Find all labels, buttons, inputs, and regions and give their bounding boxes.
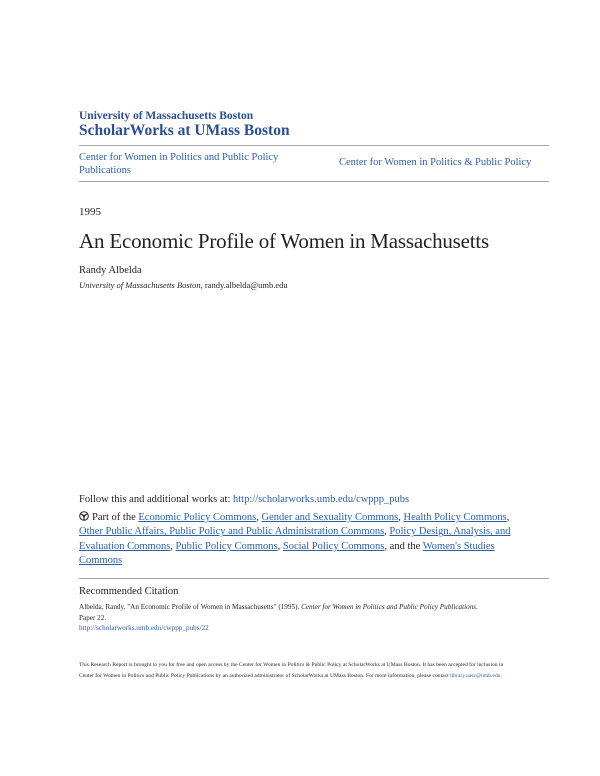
citation-paper: Paper 22.	[79, 613, 107, 622]
footer-notice	[79, 660, 509, 682]
citation-journal: Center for Women in Politics and Public Policy Publications.	[301, 603, 478, 611]
separator: ,	[384, 526, 390, 538]
commons-link-economic-policy[interactable]: Economic Policy Commons	[138, 512, 257, 523]
repository-name[interactable]: ScholarWorks at UMass Boston	[79, 122, 290, 139]
footer-end: .	[500, 673, 502, 679]
follow-line	[79, 494, 409, 505]
follow-url-link[interactable]: http://scholarworks.umb.edu/cwppp_pubs	[233, 494, 410, 505]
commons-link-social-policy[interactable]: Social Policy Commons	[282, 540, 385, 552]
network-icon	[79, 511, 89, 521]
author-affiliation	[79, 280, 288, 290]
citation-url-link[interactable]: http://scholarworks.umb.edu/cwppp_pubs/22	[79, 624, 209, 632]
part-of-commons	[79, 511, 519, 569]
citation-heading: Recommended Citation	[79, 586, 179, 597]
commons-link-womens-studies[interactable]: Women's Studies Commons	[79, 540, 495, 567]
affiliation-institution: University of Massachusetts Boston	[79, 280, 201, 290]
commons-link-health-policy[interactable]: Health Policy Commons	[403, 512, 507, 523]
citation-body	[79, 602, 529, 634]
commons-link-public-policy[interactable]: Public Policy Commons	[175, 540, 278, 552]
footer-text: This Research Report is brought to you for free and open access by the Center for Women in Politics & Public Policy at ScholarWorks at UMass Boston. It has been accepted for inclusion in Center for Women in Politics and Public Policy Publications by an authorized administrator of ScholarWorks at UMass Boston. For more information, please contact	[79, 662, 504, 679]
paper-title: An Economic Profile of Women in Massachusetts	[79, 229, 490, 253]
separator: ,	[277, 540, 283, 552]
part-of-prefix: Part of the	[92, 512, 139, 523]
follow-label: Follow this and additional works at:	[79, 494, 233, 505]
collection-link-publications[interactable]: Center for Women in Politics and Public Policy Publications	[79, 152, 279, 176]
separator: ,	[256, 512, 262, 523]
separator: ,	[398, 512, 404, 523]
divider-collections	[79, 181, 549, 182]
divider-top	[79, 145, 549, 146]
institution-name: University of Massachusetts Boston	[79, 110, 254, 122]
commons-link-other-public-affairs[interactable]: Other Public Affairs, Public Policy and Public Administration Commons	[79, 526, 385, 538]
and-the-text: , and the	[384, 540, 423, 552]
footer-email-link[interactable]: library.uasc@umb.edu	[450, 673, 501, 679]
citation-text: Albelda, Randy, "An Economic Profile of Women in Massachusetts" (1995).	[79, 603, 302, 611]
author-name: Randy Albelda	[79, 265, 142, 276]
publication-year: 1995	[79, 206, 101, 218]
divider-citation	[79, 578, 549, 579]
separator: ,	[170, 540, 176, 552]
separator: ,	[506, 512, 510, 523]
affiliation-email: , randy.albelda@umb.edu	[200, 280, 288, 290]
collection-link-center[interactable]: Center for Women in Politics & Public Policy	[339, 157, 532, 168]
commons-link-policy-design[interactable]: Policy Design, Analysis, and Evaluation Commons	[79, 526, 511, 552]
commons-link-gender-sexuality[interactable]: Gender and Sexuality Commons	[261, 512, 399, 523]
